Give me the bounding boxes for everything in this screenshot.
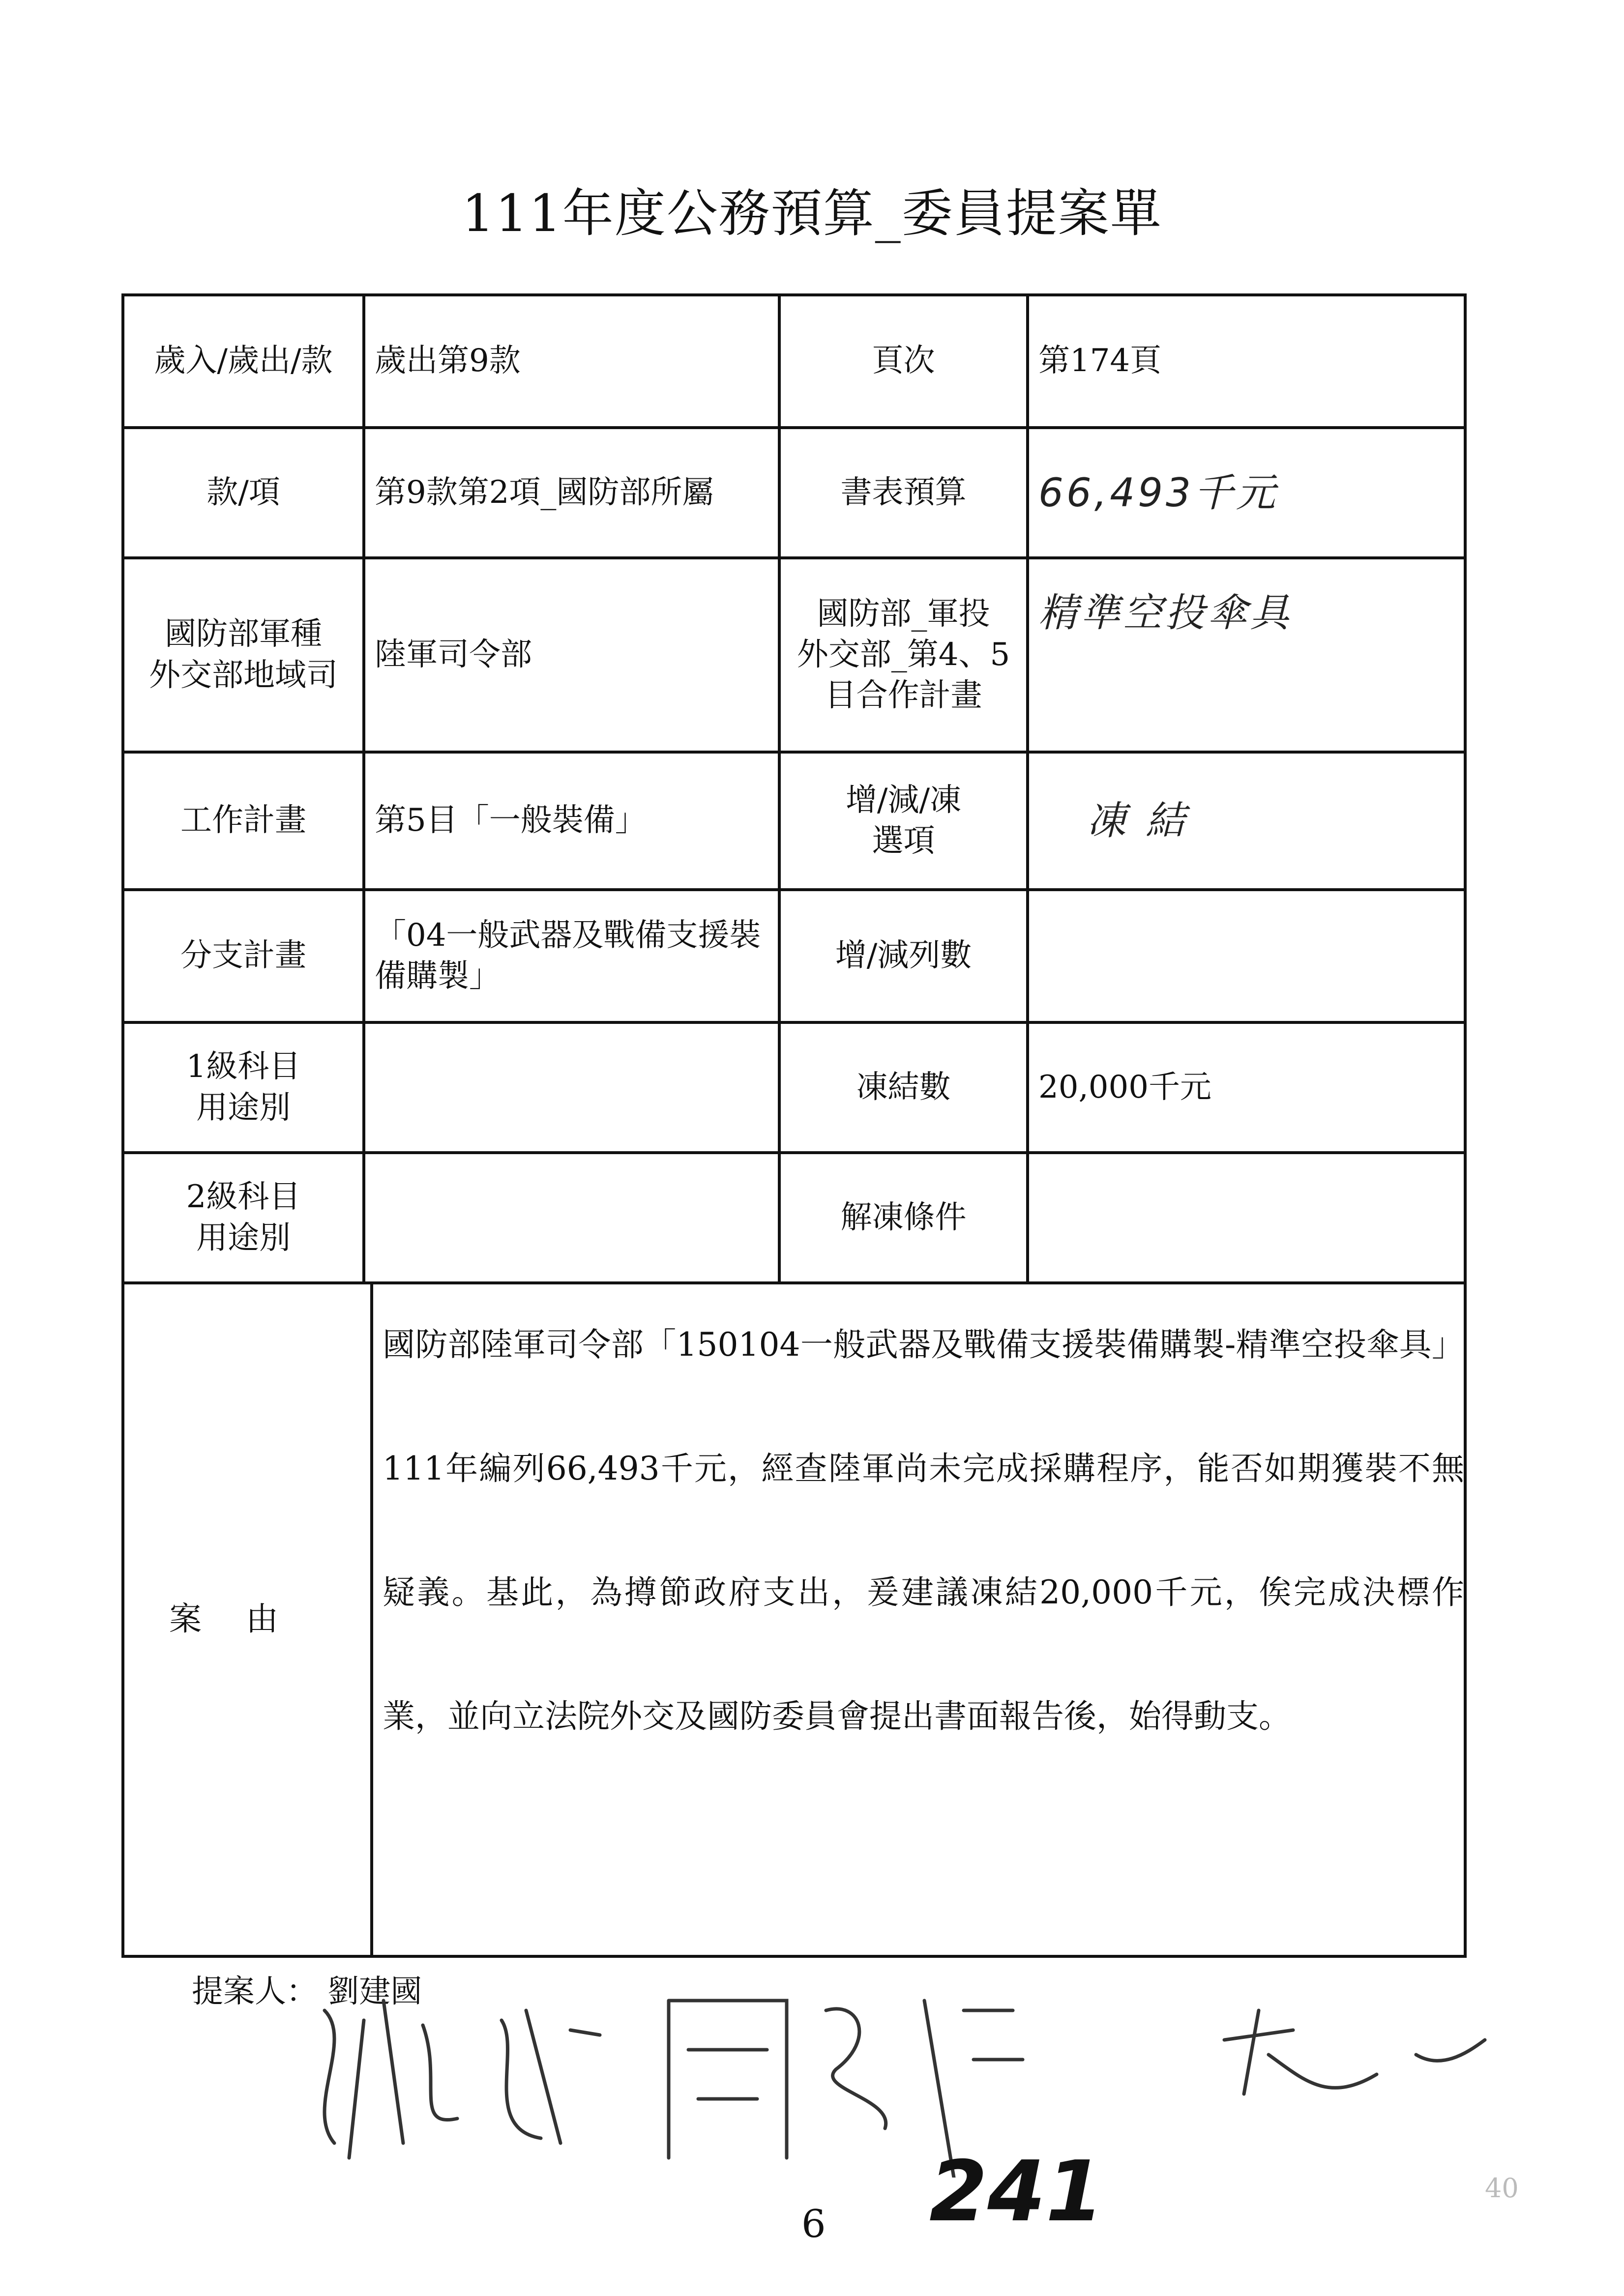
row7-value2 [1028, 1153, 1465, 1283]
handwritten-signatures [295, 1981, 1524, 2178]
row2-label: 款/項 [207, 474, 280, 511]
row7-label: 2級科目 用途別 [186, 1179, 301, 1256]
row1-label: 歲入/歲出/款 [154, 343, 333, 379]
row1-label2: 頁次 [872, 343, 935, 379]
row3-label2: 國防部_軍投 外交部_第4、5 目合作計畫 [797, 595, 1010, 714]
row4-value2-handwritten: 凍結 [1087, 798, 1205, 843]
row6-label: 1級科目 用途別 [186, 1048, 301, 1126]
row1-value: 歲出第9款 [375, 343, 521, 379]
row7-value [364, 1153, 779, 1283]
reason-label: 案由 [169, 1600, 323, 1638]
row1-value2: 第174頁 [1038, 343, 1162, 379]
row3-value: 陸軍司令部 [375, 636, 532, 673]
row2-value2-handwritten: 66,493千元 [1038, 469, 1278, 516]
row4-label: 工作計畫 [180, 802, 306, 839]
handwritten-page-number: 241 [929, 2143, 1104, 2240]
row4-label2: 增/減/凍 選項 [845, 782, 962, 859]
form-title: 111年度公務預算_委員提案單 [462, 183, 1162, 243]
proposer-label: 提案人： [192, 1974, 318, 2010]
row2-label2: 書表預算 [840, 474, 967, 511]
row5-value2 [1028, 890, 1465, 1022]
row6-value [364, 1022, 779, 1153]
row5-value: 「04一般武器及戰備支援裝 備購製」 [375, 917, 761, 994]
row7-label2: 解凍條件 [840, 1199, 967, 1236]
row3-label: 國防部軍種 外交部地域司 [149, 616, 338, 694]
faint-stamp: 40 [1485, 2173, 1519, 2204]
reason-text: 國防部陸軍司令部「150104一般武器及戰備支援裝備購製-精準空投傘具」111年編列66,493千元，經查陸軍尚未完成採購程序，能否如期獲裝不無疑義。基此，為撙節政府支出，爰建議凍結20,000千元，俟完成決標作業，並向立法院外交及國防委員會提出書面報告後，始得動支。 [383, 1326, 1464, 1735]
row5-label: 分支計畫 [180, 937, 306, 974]
row5-label2: 增/減列數 [835, 937, 972, 974]
row6-value2: 20,000千元 [1038, 1069, 1211, 1105]
row3-value2-handwritten: 精準空投傘具 [1038, 590, 1292, 636]
row6-label2: 凍結數 [856, 1069, 951, 1105]
row2-value: 第9款第2項_國防部所屬 [375, 474, 714, 511]
page-number: 6 [801, 2202, 826, 2246]
proposer-name: 劉建國 [327, 1974, 422, 2010]
row4-value: 第5目「一般裝備」 [375, 802, 647, 839]
